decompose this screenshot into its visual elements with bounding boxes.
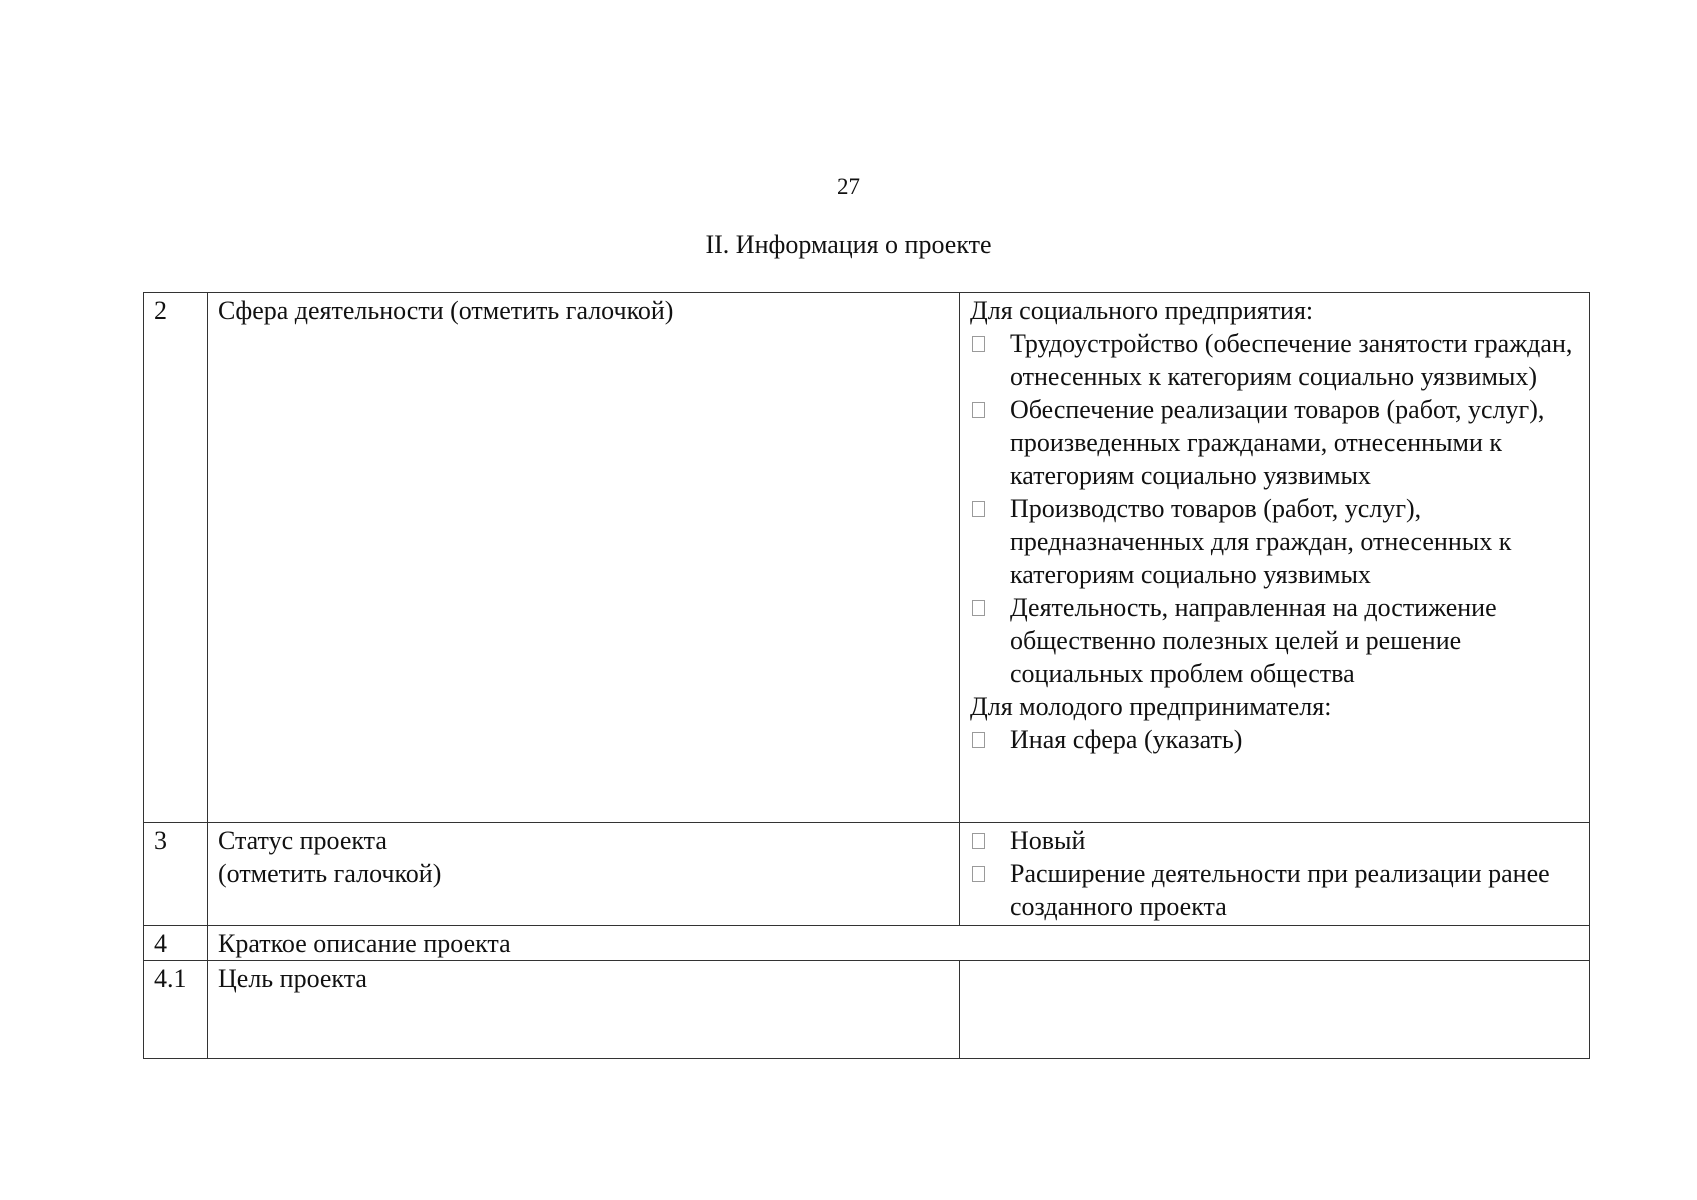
option-sales-support[interactable]	[970, 393, 1579, 492]
option-label: Расширение деятельности при реализации ранее созданного проекта	[1010, 859, 1550, 921]
table-row-activity-sphere	[144, 293, 1590, 823]
page-number: 27	[837, 174, 860, 199]
option-public-benefit[interactable]	[970, 591, 1579, 690]
checkbox-employment[interactable]	[972, 336, 985, 352]
option-label: Обеспечение реализации товаров (работ, услуг), произведенных гражданами, отнесенными к категориям социально уязвимых	[1010, 395, 1545, 490]
row-label-line: Статус проекта	[218, 826, 387, 855]
checkbox-public-benefit[interactable]	[972, 600, 985, 616]
option-new[interactable]	[970, 824, 1579, 857]
option-label: Производство товаров (работ, услуг), предназначенных для граждан, отнесенных к категориям социально уязвимых	[1010, 494, 1512, 589]
row-label: Цель проекта	[208, 961, 960, 1059]
project-info-table	[143, 292, 1590, 1059]
option-label: Деятельность, направленная на достижение общественно полезных целей и решение социальных проблем общества	[1010, 593, 1497, 688]
row-label: Сфера деятельности (отметить галочкой)	[208, 293, 960, 823]
row-number: 4	[144, 926, 208, 961]
table-row-project-status	[144, 823, 1590, 926]
row-label	[208, 823, 960, 926]
option-label: Трудоустройство (обеспечение занятости граждан, отнесенных к категориям социально уязвимых)	[1010, 329, 1573, 391]
checkbox-sales-support[interactable]	[972, 402, 985, 418]
option-production[interactable]	[970, 492, 1579, 591]
option-label: Новый	[1010, 826, 1086, 855]
section-title: II. Информация о проекте	[705, 230, 992, 259]
row-label: Краткое описание проекта	[208, 926, 1590, 961]
row-number: 2	[144, 293, 208, 823]
option-employment[interactable]	[970, 327, 1579, 393]
table-row-project-goal	[144, 961, 1590, 1059]
checkbox-expansion[interactable]	[972, 866, 985, 882]
activity-sphere-options	[960, 293, 1590, 823]
young-entrepreneur-heading: Для молодого предпринимателя:	[970, 692, 1332, 721]
option-other-sphere[interactable]	[970, 723, 1579, 756]
social-enterprise-heading: Для социального предприятия:	[970, 296, 1314, 325]
option-label: Иная сфера (указать)	[1010, 725, 1243, 754]
project-status-options	[960, 823, 1590, 926]
row-label-note: (отметить галочкой)	[218, 859, 442, 888]
checkbox-new[interactable]	[972, 833, 985, 849]
project-goal-field[interactable]	[960, 961, 1590, 1059]
checkbox-production[interactable]	[972, 501, 985, 517]
row-number: 3	[144, 823, 208, 926]
row-number: 4.1	[144, 961, 208, 1059]
checkbox-other-sphere[interactable]	[972, 732, 985, 748]
option-expansion[interactable]	[970, 857, 1579, 923]
table-row-short-description	[144, 926, 1590, 961]
